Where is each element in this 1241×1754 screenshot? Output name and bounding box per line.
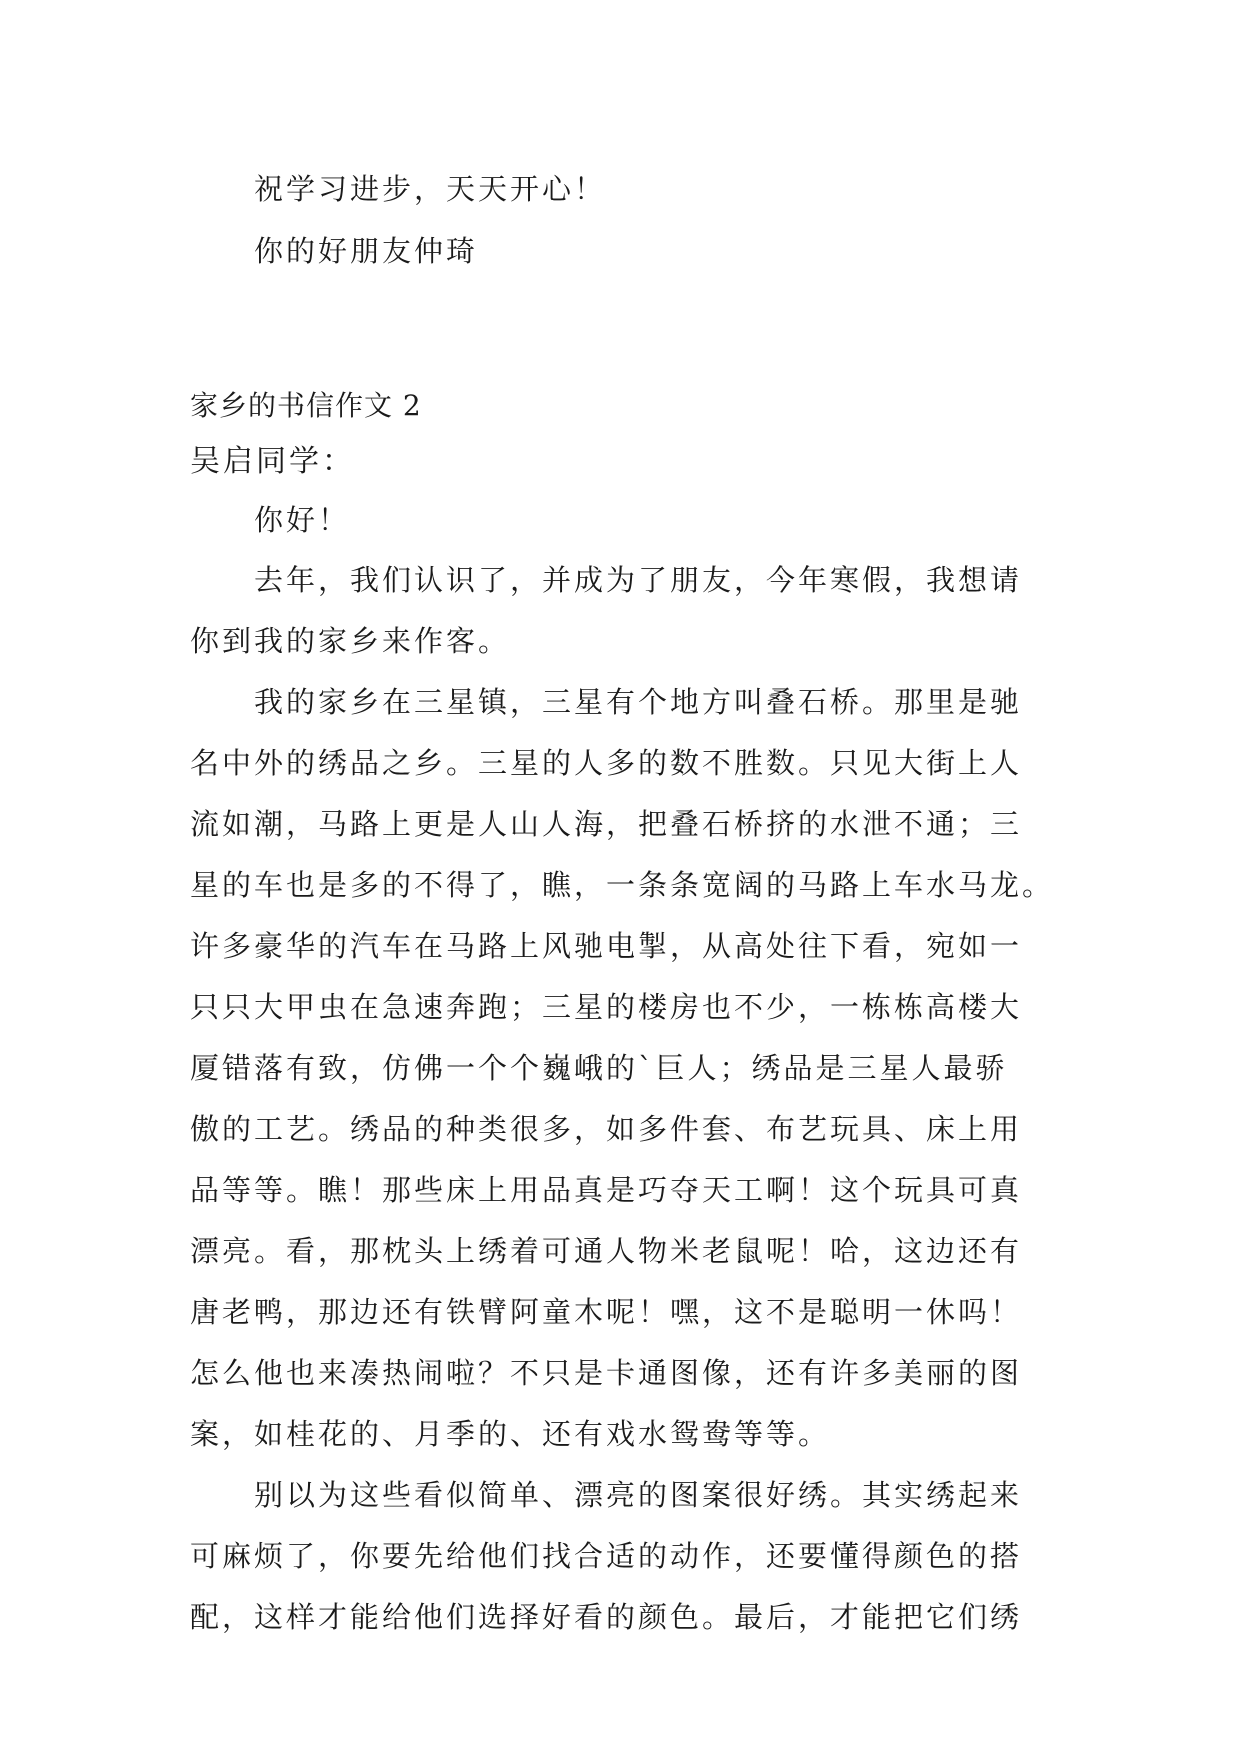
closing-wish: 祝学习进步，天天开心！ — [254, 172, 607, 206]
paragraph-line: 星的车也是多的不得了，瞧，一条条宽阔的马路上车水马龙。 — [190, 868, 1055, 902]
document-body — [190, 158, 1060, 1648]
paragraph-1 — [190, 550, 1060, 672]
paragraph-line: 别以为这些看似简单、漂亮的图案很好绣。其实绣起来 — [254, 1478, 1023, 1512]
paragraph-line: 你到我的家乡来作客。 — [190, 624, 511, 658]
paragraph-line: 漂亮。看，那枕头上绣着可通人物米老鼠呢！哈，这边还有 — [190, 1234, 1023, 1268]
paragraph-line: 怎么他也来凑热闹啦？不只是卡通图像，还有许多美丽的图 — [190, 1356, 1023, 1390]
paragraph-line: 配，这样才能给他们选择好看的颜色。最后，才能把它们绣 — [190, 1600, 1023, 1634]
letter-salutation: 吴启同学： — [190, 444, 355, 479]
paragraph-line: 唐老鸭，那边还有铁臂阿童木呢！嘿，这不是聪明一休吗！ — [190, 1295, 1023, 1329]
paragraph-line: 案，如桂花的、月季的、还有戏水鸳鸯等等。 — [190, 1417, 831, 1451]
paragraph-line: 流如潮，马路上更是人山人海，把叠石桥挤的水泄不通；三 — [190, 807, 1023, 841]
paragraph-line: 去年，我们认识了，并成为了朋友，今年寒假，我想请 — [254, 563, 1023, 597]
paragraph-line: 傲的工艺。绣品的种类很多，如多件套、布艺玩具、床上用 — [190, 1112, 1023, 1146]
previous-letter-closing — [190, 158, 1060, 282]
paragraph-line: 可麻烦了，你要先给他们找合适的动作，还要懂得颜色的搭 — [190, 1539, 1023, 1573]
closing-signature: 你的好朋友仲琦 — [254, 234, 479, 268]
letter-title: 家乡的书信作文 2 — [190, 389, 422, 422]
letter-greeting: 你好！ — [254, 503, 351, 537]
paragraph-line: 只只大甲虫在急速奔跑；三星的楼房也不少，一栋栋高楼大 — [190, 990, 1023, 1024]
paragraph-2 — [190, 672, 1060, 1465]
paragraph-line: 名中外的绣品之乡。三星的人多的数不胜数。只见大街上人 — [190, 746, 1023, 780]
paragraph-line: 厦错落有致，仿佛一个个巍峨的`巨人；绣品是三星人最骄 — [190, 1051, 1008, 1085]
paragraph-line: 我的家乡在三星镇，三星有个地方叫叠石桥。那里是驰 — [254, 685, 1023, 719]
paragraph-line: 许多豪华的汽车在马路上风驰电掣，从高处往下看，宛如一 — [190, 929, 1023, 963]
paragraph-3 — [190, 1465, 1060, 1648]
paragraph-line: 品等等。瞧！那些床上用品真是巧夺天工啊！这个玩具可真 — [190, 1173, 1023, 1207]
